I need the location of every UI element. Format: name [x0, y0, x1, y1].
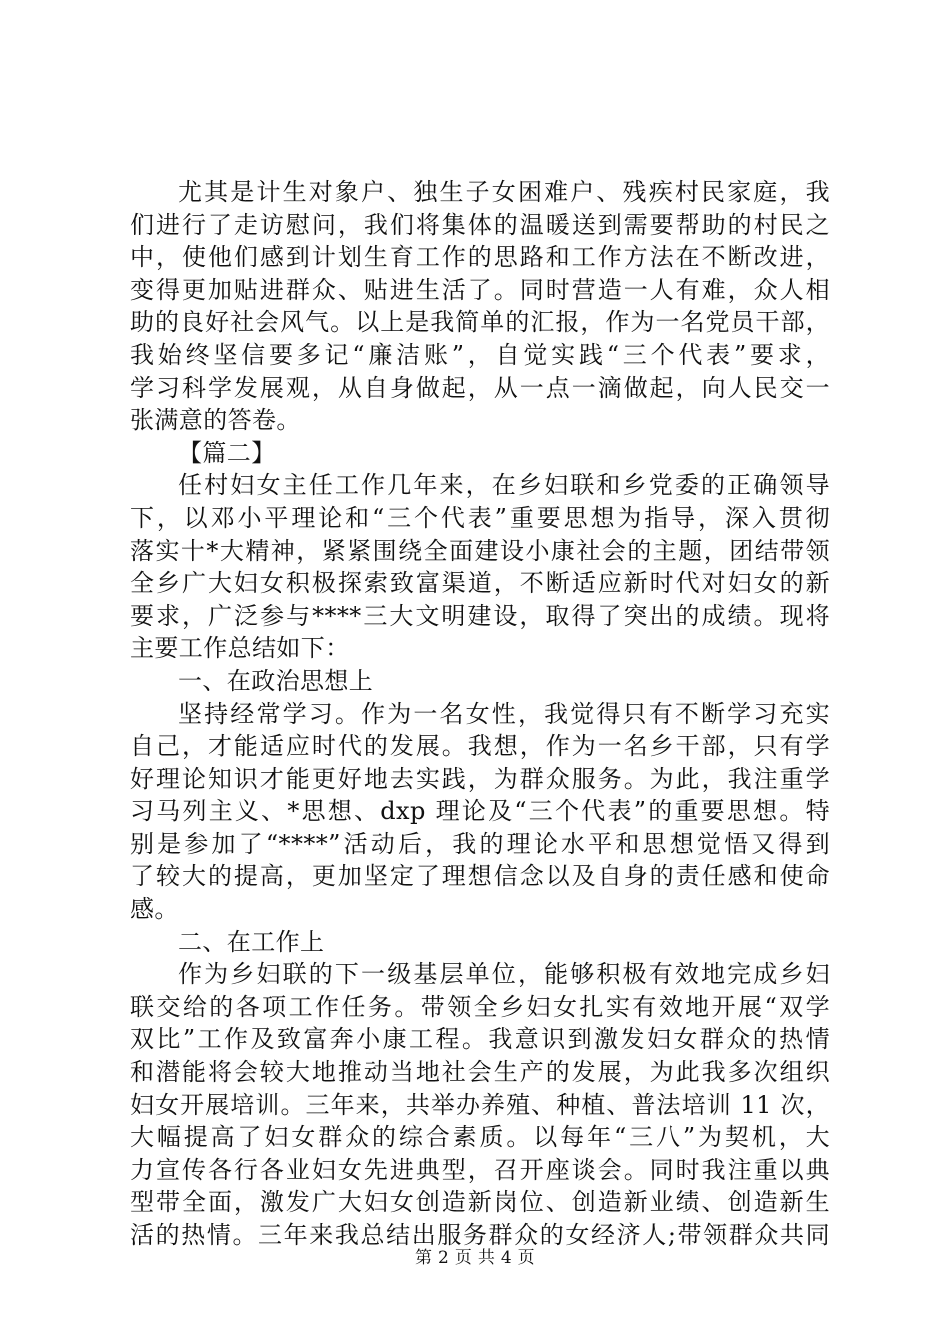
text-line: 张满意的答卷。 [130, 406, 301, 435]
text-line: 一、在政治思想上 [178, 666, 374, 695]
text-line: 学习科学发展观，从自身做起，从一点一滴做起，向人民交一 [130, 373, 830, 402]
text-line: 全乡广大妇女积极探索致富渠道，不断适应新时代对妇女的新 [130, 569, 830, 598]
text-line: 要求，广泛参与****三大文明建设，取得了突出的成绩。现将 [130, 601, 830, 630]
text-line: 们进行了走访慰问，我们将集体的温暖送到需要帮助的村民之 [130, 210, 830, 239]
text-line: 中，使他们感到计划生育工作的思路和工作方法在不断改进， [130, 243, 830, 272]
text-line: 双比”工作及致富奔小康工程。我意识到激发妇女群众的热情 [130, 1025, 830, 1054]
text-line: 了较大的提高，更加坚定了理想信念以及自身的责任感和使命 [130, 862, 830, 891]
text-line: 活的热情。三年来我总结出服务群众的女经济人;带领群众共同 [130, 1221, 830, 1249]
text-line: 任村妇女主任工作几年来，在乡妇联和乡党委的正确领导 [178, 471, 830, 500]
text-line: 和潜能将会较大地推动当地社会生产的发展，为此我多次组织 [130, 1058, 830, 1087]
text-line: 主要工作总结如下： [130, 634, 350, 663]
text-line: 大幅提高了妇女群众的综合素质。以每年“三八”为契机，大 [130, 1123, 830, 1152]
text-line: 习马列主义、*思想、dxp 理论及“三个代表”的重要思想。特 [130, 797, 830, 826]
text-line: 二、在工作上 [178, 927, 325, 956]
text-line: 坚持经常学习。作为一名女性，我觉得只有不断学习充实 [178, 699, 830, 728]
text-line: 力宣传各行各业妇女先进典型，召开座谈会。同时我注重以典 [130, 1155, 830, 1184]
text-line: 下，以邓小平理论和“三个代表”重要思想为指导，深入贯彻 [130, 503, 830, 532]
text-line: 型带全面，激发广大妇女创造新岗位、创造新业绩、创造新生 [130, 1188, 830, 1217]
text-line: 变得更加贴进群众、贴进生活了。同时营造一人有难，众人相 [130, 275, 830, 304]
text-line: 自己，才能适应时代的发展。我想，作为一名乡干部，只有学 [130, 732, 830, 761]
text-line: 【篇二】 [178, 438, 276, 467]
text-line: 落实十*大精神，紧紧围绕全面建设小康社会的主题，团结带领 [130, 536, 830, 565]
text-line: 好理论知识才能更好地去实践，为群众服务。为此，我注重学 [130, 764, 830, 793]
text-line: 联交给的各项工作任务。带领全乡妇女扎实有效地开展“双学 [130, 992, 830, 1021]
text-line: 尤其是计生对象户、独生子女困难户、残疾村民家庭，我 [178, 178, 830, 206]
text-line: 妇女开展培训。三年来，共举办养殖、种植、普法培训 11 次， [130, 1090, 830, 1119]
text-line: 作为乡妇联的下一级基层单位，能够积极有效地完成乡妇 [178, 960, 830, 989]
text-line: 我始终坚信要多记“廉洁账”，自觉实践“三个代表”要求， [130, 340, 830, 369]
page-footer: 第 2 页 共 4 页 [415, 1248, 535, 1268]
text-line: 别是参加了“****”活动后，我的理论水平和思想觉悟又得到 [130, 829, 830, 858]
text-line: 感。 [130, 895, 179, 924]
document-body [130, 176, 830, 1252]
text-line: 助的良好社会风气。以上是我简单的汇报，作为一名党员干部， [130, 308, 830, 337]
